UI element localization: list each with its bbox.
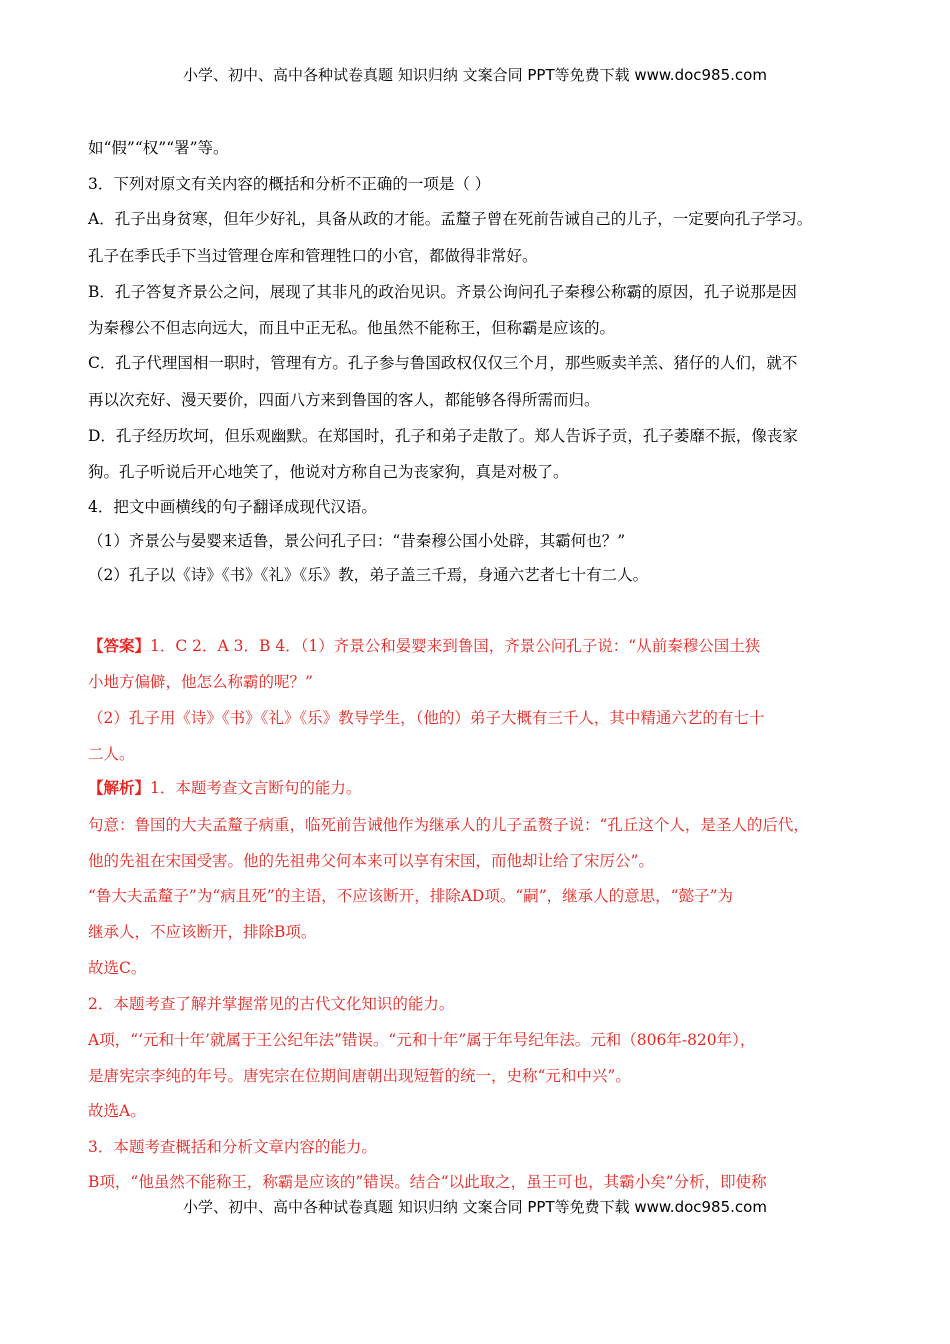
analysis-2-stem: 2．本题考查了解并掌握常见的古代文化知识的能力。 [88, 995, 455, 1013]
analysis-2-line-1: A项，“‘元和十年’就属于王公纪年法”错误。“元和十年”属于年号纪年法。元和（806年-820年）， [88, 1031, 756, 1049]
option-b-line-1: B．孔子答复齐景公之问，展现了其非凡的政治见识。齐景公询问孔子秦穆公称霸的原因，孔子说那是因 [88, 283, 797, 301]
answer-label: 【答案】 [88, 636, 151, 655]
option-a-line-2: 孔子在季氏手下当过管理仓库和管理牲口的小官，都做得非常好。 [88, 247, 538, 265]
analysis-2-line-2: 是唐宪宗李纯的年号。唐宪宗在位期间唐朝出现短暂的统一，史称“元和中兴”。 [88, 1067, 631, 1085]
analysis-3-line-1: B项，“他虽然不能称王，称霸是应该的”错误。结合“以此取之，虽王可也，其霸小矣”分析，即使称 [88, 1173, 767, 1191]
option-c-line-2: 再以次充好、漫天要价，四面八方来到鲁国的客人，都能够各得所需而归。 [88, 391, 600, 409]
answer-text: 1．C 2．A 3．B 4．（1）齐景公和晏婴来到鲁国，齐景公问孔子说：“从前秦穆公国土狭 [150, 637, 761, 655]
question-4-item-1: （1）齐景公与晏婴来适鲁，景公问孔子曰：“昔秦穆公国小处辟，其霸何也？” [88, 532, 626, 550]
option-d-line-2: 狗。孔子听说后开心地笑了，他说对方称自己为丧家狗，真是对极了。 [88, 463, 569, 481]
option-b-line-2: 为秦穆公不但志向远大，而且中正无私。他虽然不能称王，但称霸是应该的。 [88, 319, 616, 337]
analysis-1-line-2: 他的先祖在宋国受害。他的先祖弗父何本来可以享有宋国，而他却让给了宋厉公”。 [88, 852, 654, 870]
answer-line-3: （2）孔子用《诗》《书》《礼》《乐》教导学生，（他的）弟子大概有三千人，其中精通六艺的有七十 [88, 709, 765, 727]
answer-line-4: 二人。 [88, 745, 135, 763]
analysis-3-stem: 3．本题考查概括和分析文章内容的能力。 [88, 1138, 377, 1156]
option-a-line-1: A．孔子出身贫寒，但年少好礼，具备从政的才能。孟釐子曾在死前告诫自己的儿子，一定要向孔子学习。 [88, 210, 813, 228]
question-3-stem: 3．下列对原文有关内容的概括和分析不正确的一项是（ ） [88, 175, 491, 193]
analysis-1-line-5: 故选C。 [88, 959, 147, 977]
option-c-line-1: C．孔子代理国相一职时，管理有方。孔子参与鲁国政权仅仅三个月，那些贩卖羊羔、猪仔的人们，就不 [88, 354, 798, 372]
answer-line-1 [88, 636, 868, 656]
analysis-1-line-1: 句意：鲁国的大夫孟釐子病重，临死前告诫他作为继承人的儿子孟赘子说：“孔丘这个人，是圣人的后代， [88, 816, 809, 834]
page-footer: 小学、初中、高中各种试卷真题 知识归纳 文案合同 PPT等免费下载 www.doc985.com [183, 1198, 767, 1216]
page-header: 小学、初中、高中各种试卷真题 知识归纳 文案合同 PPT等免费下载 www.doc985.com [183, 66, 767, 84]
analysis-1-line-3: “鲁大夫孟釐子”为“病且死”的主语，不应该断开，排除AD项。“嗣”，继承人的意思，“懿子”为 [88, 887, 734, 905]
analysis-2-line-3: 故选A。 [88, 1102, 146, 1120]
option-d-line-1: D．孔子经历坎坷，但乐观幽默。在郑国时，孔子和弟子走散了。郑人告诉子贡，孔子萎靡不振，像丧家 [88, 427, 798, 445]
analysis-label: 【解析】 [88, 778, 151, 797]
analysis-line-1 [88, 778, 868, 798]
text-line: 如“假”“权”“署”等。 [88, 139, 229, 157]
question-4-item-2: （2）孔子以《诗》《书》《礼》《乐》教，弟子盖三千焉，身通六艺者七十有二人。 [88, 566, 649, 584]
question-4-stem: 4．把文中画横线的句子翻译成现代汉语。 [88, 498, 377, 516]
answer-line-2: 小地方偏僻，他怎么称霸的呢？” [88, 673, 313, 691]
analysis-1-line-4: 继承人，不应该断开，排除B项。 [88, 923, 317, 941]
analysis-1-stem: 1．本题考查文言断句的能力。 [150, 779, 362, 797]
